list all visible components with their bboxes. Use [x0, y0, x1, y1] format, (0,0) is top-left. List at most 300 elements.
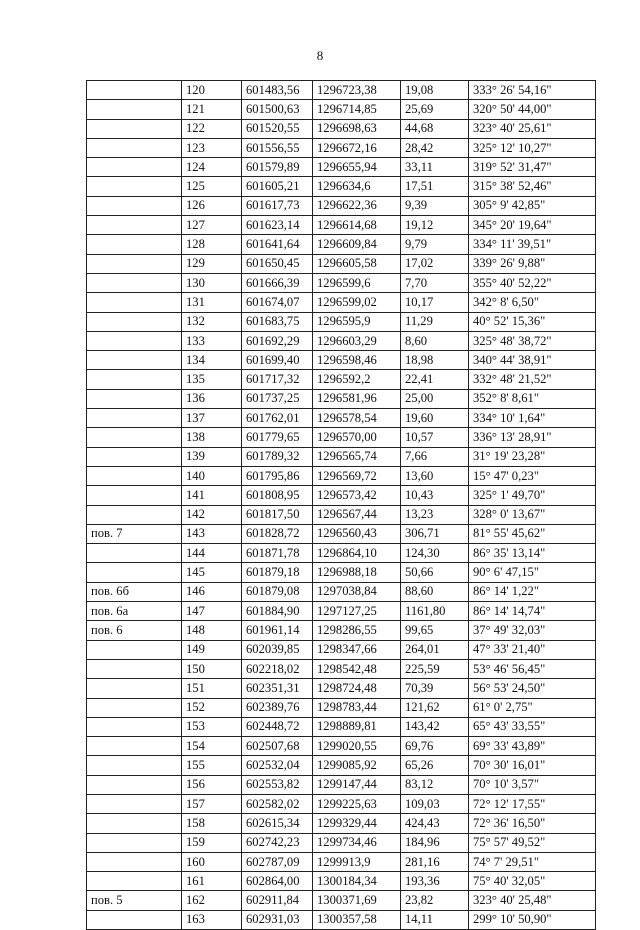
- y-coordinate-cell: 1298724,48: [313, 679, 401, 698]
- x-coordinate-cell: 601795,86: [242, 466, 313, 485]
- x-coordinate-cell: 601556,55: [242, 138, 313, 157]
- point-number-cell: 146: [182, 582, 242, 601]
- turn-label-cell: [87, 331, 182, 350]
- distance-cell: 7,70: [401, 273, 469, 292]
- direction-angle-cell: 74° 7' 29,51": [469, 852, 596, 871]
- distance-cell: 25,00: [401, 389, 469, 408]
- point-number-cell: 130: [182, 273, 242, 292]
- direction-angle-cell: 325° 12' 10,27": [469, 138, 596, 157]
- point-number-cell: 147: [182, 602, 242, 621]
- turn-label-cell: [87, 872, 182, 891]
- y-coordinate-cell: 1299225,63: [313, 794, 401, 813]
- turn-label-cell: [87, 486, 182, 505]
- x-coordinate-cell: 602448,72: [242, 717, 313, 736]
- table-row: [87, 486, 596, 505]
- point-number-cell: 154: [182, 737, 242, 756]
- x-coordinate-cell: 602218,02: [242, 659, 313, 678]
- table-row: [87, 698, 596, 717]
- turn-label-cell: [87, 177, 182, 196]
- distance-cell: 83,12: [401, 775, 469, 794]
- point-number-cell: 141: [182, 486, 242, 505]
- table-row: [87, 466, 596, 485]
- direction-angle-cell: 355° 40' 52,22": [469, 273, 596, 292]
- x-coordinate-cell: 601666,39: [242, 273, 313, 292]
- y-coordinate-cell: 1298286,55: [313, 621, 401, 640]
- point-number-cell: 139: [182, 447, 242, 466]
- turn-label-cell: [87, 717, 182, 736]
- x-coordinate-cell: 602787,09: [242, 852, 313, 871]
- turn-label-cell: [87, 409, 182, 428]
- distance-cell: 23,82: [401, 891, 469, 910]
- turn-label-cell: [87, 119, 182, 138]
- x-coordinate-cell: 601884,90: [242, 602, 313, 621]
- y-coordinate-cell: 1296598,46: [313, 351, 401, 370]
- turn-label-cell: [87, 100, 182, 119]
- direction-angle-cell: 323° 40' 25,61": [469, 119, 596, 138]
- table-row: [87, 640, 596, 659]
- turn-label-cell: [87, 833, 182, 852]
- direction-angle-cell: 81° 55' 45,62": [469, 524, 596, 543]
- table-row: [87, 679, 596, 698]
- y-coordinate-cell: 1296581,96: [313, 389, 401, 408]
- y-coordinate-cell: 1296622,36: [313, 196, 401, 215]
- x-coordinate-cell: 601879,08: [242, 582, 313, 601]
- point-number-cell: 121: [182, 100, 242, 119]
- point-number-cell: 120: [182, 81, 242, 100]
- table-row: [87, 273, 596, 292]
- turn-label-cell: [87, 254, 182, 273]
- turn-label-cell: [87, 389, 182, 408]
- point-number-cell: 137: [182, 409, 242, 428]
- point-number-cell: 148: [182, 621, 242, 640]
- y-coordinate-cell: 1296565,74: [313, 447, 401, 466]
- turn-label-cell: [87, 794, 182, 813]
- table-row: [87, 621, 596, 640]
- table-row: [87, 158, 596, 177]
- y-coordinate-cell: 1296573,42: [313, 486, 401, 505]
- table-row: [87, 544, 596, 563]
- x-coordinate-cell: 602931,03: [242, 910, 313, 929]
- distance-cell: 19,60: [401, 409, 469, 428]
- direction-angle-cell: 90° 6' 47,15": [469, 563, 596, 582]
- table-row: [87, 717, 596, 736]
- direction-angle-cell: 319° 52' 31,47": [469, 158, 596, 177]
- direction-angle-cell: 305° 9' 42,85": [469, 196, 596, 215]
- x-coordinate-cell: 601808,95: [242, 486, 313, 505]
- x-coordinate-cell: 601879,18: [242, 563, 313, 582]
- x-coordinate-cell: 601641,64: [242, 235, 313, 254]
- point-number-cell: 163: [182, 910, 242, 929]
- direction-angle-cell: 65° 43' 33,55": [469, 717, 596, 736]
- distance-cell: 9,39: [401, 196, 469, 215]
- table-row: [87, 814, 596, 833]
- point-number-cell: 138: [182, 428, 242, 447]
- turn-label-cell: [87, 737, 182, 756]
- x-coordinate-cell: 601650,45: [242, 254, 313, 273]
- table-row: [87, 428, 596, 447]
- distance-cell: 50,66: [401, 563, 469, 582]
- x-coordinate-cell: 601961,14: [242, 621, 313, 640]
- point-number-cell: 127: [182, 216, 242, 235]
- x-coordinate-cell: 601579,89: [242, 158, 313, 177]
- direction-angle-cell: 75° 40' 32,05": [469, 872, 596, 891]
- turn-label-cell: пов. 6: [87, 621, 182, 640]
- direction-angle-cell: 15° 47' 0,23": [469, 466, 596, 485]
- direction-angle-cell: 86° 35' 13,14": [469, 544, 596, 563]
- y-coordinate-cell: 1296592,2: [313, 370, 401, 389]
- direction-angle-cell: 40° 52' 15,36": [469, 312, 596, 331]
- distance-cell: 19,12: [401, 216, 469, 235]
- turn-label-cell: [87, 370, 182, 389]
- table-row: [87, 351, 596, 370]
- y-coordinate-cell: 1296723,38: [313, 81, 401, 100]
- distance-cell: 281,16: [401, 852, 469, 871]
- direction-angle-cell: 342° 8' 6,50": [469, 293, 596, 312]
- distance-cell: 70,39: [401, 679, 469, 698]
- direction-angle-cell: 328° 0' 13,67": [469, 505, 596, 524]
- turn-label-cell: пов. 5: [87, 891, 182, 910]
- y-coordinate-cell: 1298347,66: [313, 640, 401, 659]
- y-coordinate-cell: 1299147,44: [313, 775, 401, 794]
- x-coordinate-cell: 601717,32: [242, 370, 313, 389]
- distance-cell: 109,03: [401, 794, 469, 813]
- point-number-cell: 143: [182, 524, 242, 543]
- point-number-cell: 140: [182, 466, 242, 485]
- x-coordinate-cell: 601605,21: [242, 177, 313, 196]
- x-coordinate-cell: 601617,73: [242, 196, 313, 215]
- point-number-cell: 144: [182, 544, 242, 563]
- y-coordinate-cell: 1300184,34: [313, 872, 401, 891]
- table-row: [87, 833, 596, 852]
- turn-label-cell: [87, 505, 182, 524]
- distance-cell: 17,02: [401, 254, 469, 273]
- point-number-cell: 162: [182, 891, 242, 910]
- table-row: [87, 312, 596, 331]
- direction-angle-cell: 61° 0' 2,75": [469, 698, 596, 717]
- table-row: [87, 293, 596, 312]
- table-row: [87, 119, 596, 138]
- turn-label-cell: [87, 563, 182, 582]
- y-coordinate-cell: 1297127,25: [313, 602, 401, 621]
- direction-angle-cell: 332° 48' 21,52": [469, 370, 596, 389]
- direction-angle-cell: 37° 49' 32,03": [469, 621, 596, 640]
- distance-cell: 19,08: [401, 81, 469, 100]
- x-coordinate-cell: 602582,02: [242, 794, 313, 813]
- distance-cell: 10,43: [401, 486, 469, 505]
- x-coordinate-cell: 601779,65: [242, 428, 313, 447]
- x-coordinate-cell: 601699,40: [242, 351, 313, 370]
- coordinates-table: [86, 80, 596, 930]
- y-coordinate-cell: 1296599,6: [313, 273, 401, 292]
- point-number-cell: 125: [182, 177, 242, 196]
- direction-angle-cell: 56° 53' 24,50": [469, 679, 596, 698]
- point-number-cell: 131: [182, 293, 242, 312]
- table-row: [87, 794, 596, 813]
- x-coordinate-cell: 601817,50: [242, 505, 313, 524]
- table-row: [87, 563, 596, 582]
- y-coordinate-cell: 1296569,72: [313, 466, 401, 485]
- y-coordinate-cell: 1298783,44: [313, 698, 401, 717]
- y-coordinate-cell: 1299329,44: [313, 814, 401, 833]
- turn-label-cell: [87, 81, 182, 100]
- point-number-cell: 124: [182, 158, 242, 177]
- y-coordinate-cell: 1296567,44: [313, 505, 401, 524]
- direction-angle-cell: 315° 38' 52,46": [469, 177, 596, 196]
- distance-cell: 17,51: [401, 177, 469, 196]
- point-number-cell: 161: [182, 872, 242, 891]
- y-coordinate-cell: 1296634,6: [313, 177, 401, 196]
- y-coordinate-cell: 1296655,94: [313, 158, 401, 177]
- distance-cell: 33,11: [401, 158, 469, 177]
- direction-angle-cell: 72° 36' 16,50": [469, 814, 596, 833]
- table-row: [87, 331, 596, 350]
- direction-angle-cell: 75° 57' 49,52": [469, 833, 596, 852]
- distance-cell: 28,42: [401, 138, 469, 157]
- point-number-cell: 123: [182, 138, 242, 157]
- direction-angle-cell: 334° 10' 1,64": [469, 409, 596, 428]
- point-number-cell: 157: [182, 794, 242, 813]
- table-row: [87, 852, 596, 871]
- point-number-cell: 149: [182, 640, 242, 659]
- table-row: [87, 409, 596, 428]
- direction-angle-cell: 320° 50' 44,00": [469, 100, 596, 119]
- point-number-cell: 134: [182, 351, 242, 370]
- distance-cell: 69,76: [401, 737, 469, 756]
- point-number-cell: 160: [182, 852, 242, 871]
- y-coordinate-cell: 1296603,29: [313, 331, 401, 350]
- point-number-cell: 158: [182, 814, 242, 833]
- direction-angle-cell: 352° 8' 8,61": [469, 389, 596, 408]
- y-coordinate-cell: 1299020,55: [313, 737, 401, 756]
- y-coordinate-cell: 1296560,43: [313, 524, 401, 543]
- x-coordinate-cell: 601828,72: [242, 524, 313, 543]
- y-coordinate-cell: 1296578,54: [313, 409, 401, 428]
- y-coordinate-cell: 1296614,68: [313, 216, 401, 235]
- turn-label-cell: пов. 6а: [87, 602, 182, 621]
- x-coordinate-cell: 601789,32: [242, 447, 313, 466]
- turn-label-cell: [87, 640, 182, 659]
- turn-label-cell: [87, 293, 182, 312]
- direction-angle-cell: 336° 13' 28,91": [469, 428, 596, 447]
- direction-angle-cell: 70° 30' 16,01": [469, 756, 596, 775]
- point-number-cell: 135: [182, 370, 242, 389]
- point-number-cell: 136: [182, 389, 242, 408]
- direction-angle-cell: 69° 33' 43,89": [469, 737, 596, 756]
- x-coordinate-cell: 601871,78: [242, 544, 313, 563]
- x-coordinate-cell: 602507,68: [242, 737, 313, 756]
- turn-label-cell: пов. 7: [87, 524, 182, 543]
- table-row: [87, 737, 596, 756]
- direction-angle-cell: 31° 19' 23,28": [469, 447, 596, 466]
- turn-label-cell: [87, 698, 182, 717]
- distance-cell: 184,96: [401, 833, 469, 852]
- turn-label-cell: [87, 756, 182, 775]
- table-row: [87, 505, 596, 524]
- point-number-cell: 126: [182, 196, 242, 215]
- direction-angle-cell: 334° 11' 39,51": [469, 235, 596, 254]
- turn-label-cell: [87, 351, 182, 370]
- distance-cell: 99,65: [401, 621, 469, 640]
- direction-angle-cell: 72° 12' 17,55": [469, 794, 596, 813]
- y-coordinate-cell: 1299085,92: [313, 756, 401, 775]
- direction-angle-cell: 339° 26' 9,88": [469, 254, 596, 273]
- distance-cell: 10,57: [401, 428, 469, 447]
- distance-cell: 7,66: [401, 447, 469, 466]
- distance-cell: 225,59: [401, 659, 469, 678]
- y-coordinate-cell: 1296599,02: [313, 293, 401, 312]
- table-row: [87, 216, 596, 235]
- point-number-cell: 133: [182, 331, 242, 350]
- x-coordinate-cell: 602742,23: [242, 833, 313, 852]
- direction-angle-cell: 299° 10' 50,90": [469, 910, 596, 929]
- distance-cell: 18,98: [401, 351, 469, 370]
- distance-cell: 14,11: [401, 910, 469, 929]
- distance-cell: 193,36: [401, 872, 469, 891]
- x-coordinate-cell: 602553,82: [242, 775, 313, 794]
- point-number-cell: 132: [182, 312, 242, 331]
- direction-angle-cell: 325° 48' 38,72": [469, 331, 596, 350]
- distance-cell: 65,26: [401, 756, 469, 775]
- y-coordinate-cell: 1299913,9: [313, 852, 401, 871]
- x-coordinate-cell: 602911,84: [242, 891, 313, 910]
- point-number-cell: 128: [182, 235, 242, 254]
- table-row: [87, 389, 596, 408]
- point-number-cell: 151: [182, 679, 242, 698]
- turn-label-cell: [87, 273, 182, 292]
- x-coordinate-cell: 602039,85: [242, 640, 313, 659]
- table-row: [87, 524, 596, 543]
- turn-label-cell: [87, 235, 182, 254]
- point-number-cell: 150: [182, 659, 242, 678]
- distance-cell: 10,17: [401, 293, 469, 312]
- x-coordinate-cell: 602615,34: [242, 814, 313, 833]
- direction-angle-cell: 323° 40' 25,48": [469, 891, 596, 910]
- y-coordinate-cell: 1296698,63: [313, 119, 401, 138]
- page-number: 8: [316, 48, 324, 63]
- x-coordinate-cell: 601674,07: [242, 293, 313, 312]
- direction-angle-cell: 325° 1' 49,70": [469, 486, 596, 505]
- table-row: [87, 254, 596, 273]
- y-coordinate-cell: 1296672,16: [313, 138, 401, 157]
- distance-cell: 306,71: [401, 524, 469, 543]
- x-coordinate-cell: 602864,00: [242, 872, 313, 891]
- y-coordinate-cell: 1296609,84: [313, 235, 401, 254]
- y-coordinate-cell: 1300357,58: [313, 910, 401, 929]
- table-row: [87, 756, 596, 775]
- direction-angle-cell: 70° 10' 3,57": [469, 775, 596, 794]
- point-number-cell: 129: [182, 254, 242, 273]
- point-number-cell: 145: [182, 563, 242, 582]
- point-number-cell: 142: [182, 505, 242, 524]
- x-coordinate-cell: 602351,31: [242, 679, 313, 698]
- y-coordinate-cell: 1296864,10: [313, 544, 401, 563]
- table-row: [87, 891, 596, 910]
- direction-angle-cell: 47° 33' 21,40": [469, 640, 596, 659]
- y-coordinate-cell: 1298889,81: [313, 717, 401, 736]
- direction-angle-cell: 333° 26' 54,16": [469, 81, 596, 100]
- table-row: [87, 177, 596, 196]
- x-coordinate-cell: 601623,14: [242, 216, 313, 235]
- table-row: [87, 81, 596, 100]
- direction-angle-cell: 53° 46' 56,45": [469, 659, 596, 678]
- y-coordinate-cell: 1296595,9: [313, 312, 401, 331]
- turn-label-cell: [87, 852, 182, 871]
- distance-cell: 424,43: [401, 814, 469, 833]
- y-coordinate-cell: 1297038,84: [313, 582, 401, 601]
- y-coordinate-cell: 1298542,48: [313, 659, 401, 678]
- turn-label-cell: [87, 196, 182, 215]
- distance-cell: 25,69: [401, 100, 469, 119]
- direction-angle-cell: 345° 20' 19,64": [469, 216, 596, 235]
- direction-angle-cell: 340° 44' 38,91": [469, 351, 596, 370]
- turn-label-cell: [87, 158, 182, 177]
- y-coordinate-cell: 1296714,85: [313, 100, 401, 119]
- distance-cell: 264,01: [401, 640, 469, 659]
- x-coordinate-cell: 601520,55: [242, 119, 313, 138]
- turn-label-cell: [87, 659, 182, 678]
- turn-label-cell: [87, 216, 182, 235]
- table-row: [87, 196, 596, 215]
- turn-label-cell: [87, 544, 182, 563]
- distance-cell: 88,60: [401, 582, 469, 601]
- y-coordinate-cell: 1296988,18: [313, 563, 401, 582]
- point-number-cell: 122: [182, 119, 242, 138]
- table-row: [87, 370, 596, 389]
- x-coordinate-cell: 601692,29: [242, 331, 313, 350]
- x-coordinate-cell: 602532,04: [242, 756, 313, 775]
- table-row: [87, 582, 596, 601]
- turn-label-cell: [87, 466, 182, 485]
- distance-cell: 1161,80: [401, 602, 469, 621]
- y-coordinate-cell: 1299734,46: [313, 833, 401, 852]
- table-row: [87, 447, 596, 466]
- table-row: [87, 872, 596, 891]
- direction-angle-cell: 86° 14' 1,22": [469, 582, 596, 601]
- table-row: [87, 138, 596, 157]
- point-number-cell: 159: [182, 833, 242, 852]
- x-coordinate-cell: 601683,75: [242, 312, 313, 331]
- turn-label-cell: [87, 679, 182, 698]
- distance-cell: 124,30: [401, 544, 469, 563]
- distance-cell: 8,60: [401, 331, 469, 350]
- direction-angle-cell: 86° 14' 14,74": [469, 602, 596, 621]
- x-coordinate-cell: 601737,25: [242, 389, 313, 408]
- turn-label-cell: [87, 814, 182, 833]
- turn-label-cell: [87, 138, 182, 157]
- distance-cell: 11,29: [401, 312, 469, 331]
- table-row: [87, 100, 596, 119]
- x-coordinate-cell: 601483,56: [242, 81, 313, 100]
- point-number-cell: 153: [182, 717, 242, 736]
- distance-cell: 13,60: [401, 466, 469, 485]
- x-coordinate-cell: 601762,01: [242, 409, 313, 428]
- turn-label-cell: [87, 312, 182, 331]
- y-coordinate-cell: 1296605,58: [313, 254, 401, 273]
- turn-label-cell: [87, 447, 182, 466]
- coordinates-table-body: [87, 81, 596, 930]
- point-number-cell: 156: [182, 775, 242, 794]
- turn-label-cell: [87, 775, 182, 794]
- turn-label-cell: [87, 428, 182, 447]
- y-coordinate-cell: 1296570,00: [313, 428, 401, 447]
- distance-cell: 121,62: [401, 698, 469, 717]
- turn-label-cell: пов. 6б: [87, 582, 182, 601]
- distance-cell: 44,68: [401, 119, 469, 138]
- distance-cell: 143,42: [401, 717, 469, 736]
- distance-cell: 22,41: [401, 370, 469, 389]
- table-row: [87, 775, 596, 794]
- table-row: [87, 602, 596, 621]
